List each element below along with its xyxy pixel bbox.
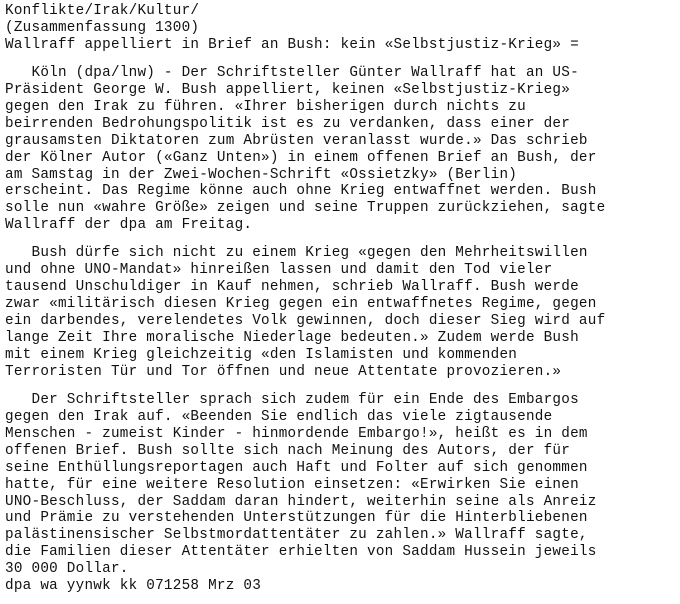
text-line: beirrenden Bedrohungspolitik ist es zu verdanken, dass einer der: [5, 115, 571, 132]
text-line: Präsident George W. Bush appelliert, keinen «Selbstjustiz-Krieg»: [5, 81, 571, 98]
text-line: grausamsten Diktatoren zum Abrüsten veranlasst wurde.» Das schrieb: [5, 132, 588, 149]
text-line: Terroristen Tür und Tor öffnen und neue Attentate provozieren.»: [5, 363, 562, 380]
text-line: offenen Brief. Bush sollte sich nach Meinung des Autors, der für: [5, 442, 571, 459]
text-line: seine Enthüllungsreportagen auch Haft und Folter auf sich genommen: [5, 459, 588, 476]
text-line: gegen den Irak auf. «Beenden Sie endlich das viele zigtausende: [5, 408, 553, 425]
text-line: Bush dürfe sich nicht zu einem Krieg «gegen den Mehrheitswillen: [5, 245, 588, 262]
text-line: gegen den Irak zu führen. «Ihrer bisherigen durch nichts zu: [5, 98, 526, 115]
text-line: Köln (dpa/lnw) - Der Schriftsteller Günter Wallraff hat an US-: [5, 65, 579, 82]
text-line: zwar «militärisch diesen Krieg gegen ein entwaffnetes Regime, gegen: [5, 296, 597, 313]
text-line: 30 000 Dollar.: [5, 561, 129, 578]
text-line: und ohne UNO-Mandat» hinreißen lassen und damit den Tod vieler: [5, 262, 553, 279]
text-line: der Kölner Autor («Ganz Unten») in einem offenen Brief an Bush, der: [5, 149, 597, 166]
text-line: ein darbendes, verelendetes Volk gewinnen, doch dieser Sieg wird auf: [5, 313, 606, 330]
text-line: hatte, für eine weitere Resolution einsetzen: «Erwirken Sie einen: [5, 476, 579, 493]
text-line: Menschen - zumeist Kinder - hinmordende Embargo!», heißt es in dem: [5, 425, 588, 442]
text-line: die Familien dieser Attentäter erhielten von Saddam Hussein jeweils: [5, 544, 597, 561]
text-line: palästinensischer Selbstmordattentäter zu zahlen.» Wallraff sagte,: [5, 527, 588, 544]
footer-line: dpa wa yynwk kk 071258 Mrz 03: [5, 578, 262, 595]
text-line: UNO-Beschluss, der Saddam daran hindert, weiterhin seine als Anreiz: [5, 493, 597, 510]
headline: Wallraff appelliert in Brief an Bush: kein «Selbstjustiz-Krieg» =: [5, 36, 579, 53]
text-line: tausend Unschuldiger in Kauf nehmen, schrieb Wallraff. Bush werde: [5, 279, 579, 296]
text-line: mit einem Krieg gleichzeitig «den Islamisten und kommenden: [5, 346, 518, 363]
slug-line: Konflikte/Irak/Kultur/: [5, 3, 200, 19]
text-line: Der Schriftsteller sprach sich zudem für ein Ende des Embargos: [5, 392, 579, 409]
summary-note: (Zusammenfassung 1300): [5, 19, 200, 36]
text-line: solle nun «wahre Größe» zeigen und seine Truppen zurückziehen, sagte: [5, 200, 606, 217]
text-line: lange Zeit Ihre moralische Niederlage bedeuten.» Zudem werde Bush: [5, 330, 579, 346]
text-line: am Samstag in der Zwei-Wochen-Schrift «Ossietzky» (Berlin): [5, 166, 518, 183]
text-line: Wallraff der dpa am Freitag.: [5, 217, 253, 234]
text-line: erscheint. Das Regime könne auch ohne Krieg entwaffnet werden. Bush: [5, 183, 597, 200]
text-line: und Prämie zu verstehenden Unterstützungen für die Hinterbliebenen: [5, 510, 588, 527]
